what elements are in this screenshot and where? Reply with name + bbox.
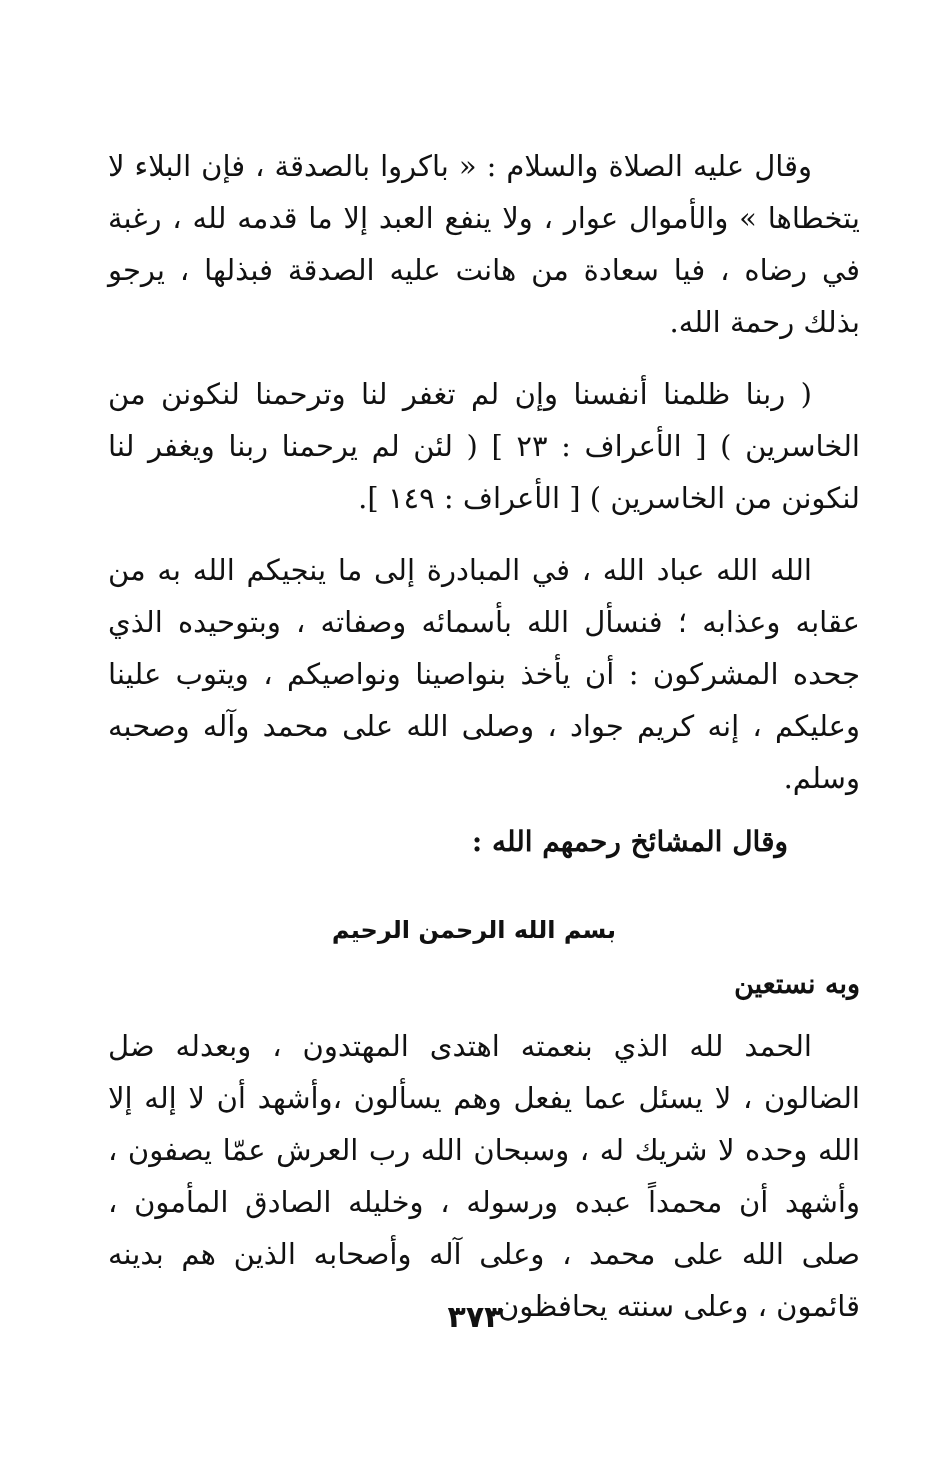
- page-number: ٣٧٣: [447, 1300, 503, 1335]
- paragraph-quran-verses: ( ربنا ظلمنا أنفسنا وإن لم تغفر لنا وترحمنا لنكونن من الخاسرين ) [ الأعراف : ٢٣ ] ( لئن لم يرحمنا ربنا ويغفر لنا لنكونن من الخاسرين ) [ الأعراف : ١٤٩ ].: [108, 377, 860, 515]
- paragraph-charity: وقال عليه الصلاة والسلام : « باكروا بالصدقة ، فإن البلاء لا يتخطاها » والأموال عوار ، ولا ينفع العبد إلا ما قدمه لله ، رغبة في رضاه ، فيا سعادة من هانت عليه الصدقة فبذلها ، يرجو بذلك رحمة الله.: [108, 149, 860, 339]
- paragraph-praise: الحمد لله الذي بنعمته اهتدى المهتدون ، وبعدله ضل الضالون ، لا يسئل عما يفعل وهم يسألون ،وأشهد أن لا إله إلا الله وحده لا شريك له ، وسبحان الله رب العرش عمّا يصفون ، وأشهد أن محمداً عبده ورسوله ، وخليله الصادق المأمون ، صلى الله على محمد ، وعلى آله وأصحابه الذين هم بدينه قائمون ، وعلى سنته يحافظون.: [108, 1029, 860, 1323]
- paragraph-exhortation: الله الله عباد الله ، في المبادرة إلى ما ينجيكم الله به من عقابه وعذابه ؛ فنسأل الله بأسمائه وصفاته ، وبتوحيده الذي جحده المشركون : أن يأخذ بنواصينا ونواصيكم ، ويتوب علينا وعليكم ، إنه كريم جواد ، وصلى الله على محمد وآله وصحبه وسلم.: [108, 553, 860, 795]
- section-heading: وقال المشائخ رحمهم الله :: [471, 825, 788, 858]
- sub-heading: وبه نستعين: [734, 969, 860, 1000]
- basmala-calligraphy: بسم الله الرحمن الرحيم: [331, 916, 617, 944]
- page-body: [108, 140, 860, 1332]
